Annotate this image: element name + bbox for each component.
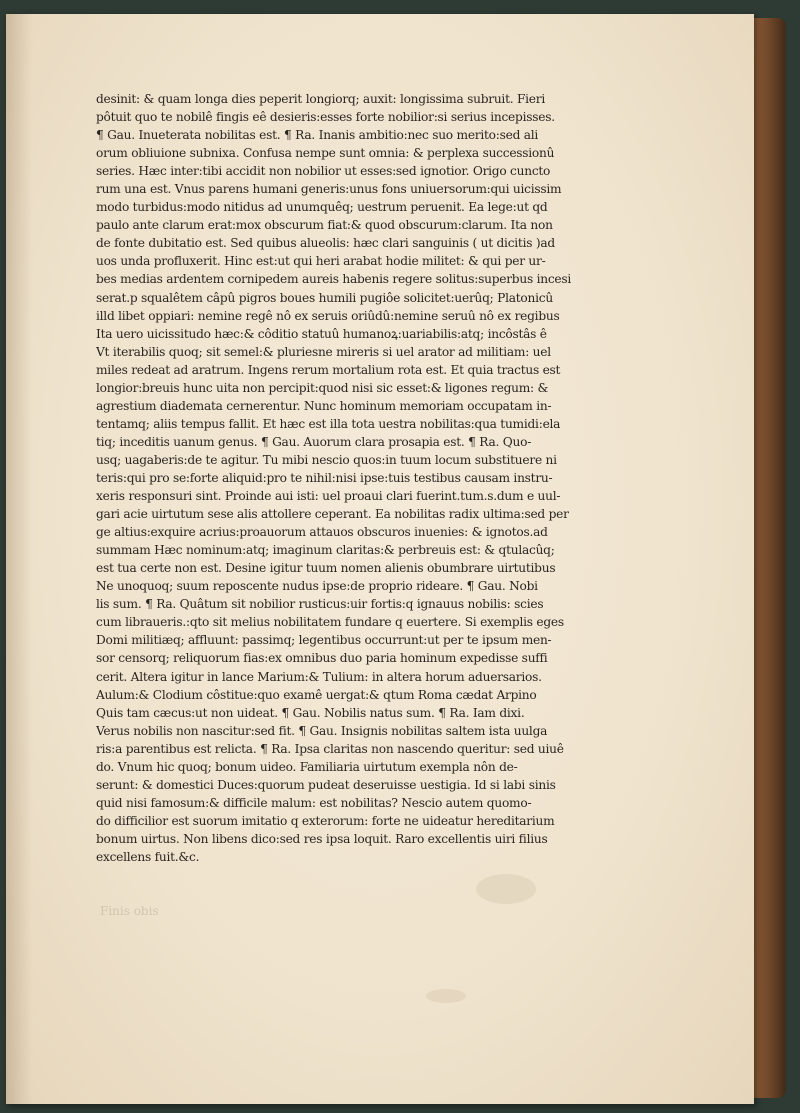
text-line: tentamq; aliis tempus fallit. Et hæc est illa tota uestra nobilitas:qua tumidi:ela (96, 416, 561, 431)
text-line: Vt iterabilis quoq; sit semel:& pluriesne mireris si uel arator ad militiam: uel (96, 344, 551, 359)
text-line: gari acie uirtutum sese alis attollere ceperant. Ea nobilitas radix ultima:sed per (96, 507, 569, 522)
text-line: ris:a parentibus est relicta. ¶ Ra. Ipsa claritas non nascendo queritur: sed uiuê (96, 741, 564, 756)
text-line: Quis tam cæcus:ut non uideat. ¶ Gau. Nobilis natus sum. ¶ Ra. Iam dixi. (96, 705, 525, 720)
text-line: de fonte dubitatio est. Sed quibus alueolis: hæc clari sanguinis ( ut dicitis )ad (96, 236, 555, 251)
text-line: Domi militiæq; affluunt: passimq; legentibus occurrunt:ut per te ipsum men- (96, 633, 552, 648)
text-line: Ne unoquoq; suum reposcente nudus ipse:de proprio rideare. ¶ Gau. Nobi (96, 579, 538, 594)
text-line: sor censorq; reliquorum fias:ex omnibus duo paria hominum expedisse suffi (96, 651, 548, 666)
text-line: ge altius:exquire acrius:proauorum attauos obscuros inuenies: & ignotos.ad (96, 525, 548, 540)
text-line: Ita uero uicissitudo hæc:& côditio statuû humanoꝝ:uariabilis:atq; incôstâs ê (96, 326, 547, 341)
text-line: lis sum. ¶ Ra. Quâtum sit nobilior rusticus:uir fortis:q ignauus nobilis: scies (96, 597, 544, 612)
text-line: do. Vnum hic quoq; bonum uideo. Familiaria uirtutum exempla nôn de- (96, 759, 518, 774)
text-line: uos unda profluxerit. Hinc est:ut qui heri arabat hodie militet: & qui per ur- (96, 254, 546, 269)
text-line: serunt: & domestici Duces:quorum pudeat deseruisse uestigia. Id si labi sinis (96, 777, 556, 792)
text-line: usq; uagaberis:de te agitur. Tu mibi nescio quos:in tuum locum substituere ni (96, 452, 557, 467)
incunabulum-text-block (96, 90, 576, 866)
text-line: cerit. Altera igitur in lance Marium:& Tulium: in altera horum aduersarios. (96, 669, 542, 684)
text-line: desinit: & quam longa dies peperit longiorq; auxit: longissima subruit. Fieri (96, 92, 545, 106)
text-line: Verus nobilis non nascitur:sed fit. ¶ Gau. Insignis nobilitas saltem ista uulga (96, 723, 548, 738)
paper-stain (476, 874, 536, 904)
text-line: paulo ante clarum erat:mox obscurum fiat:& quod obscurum:clarum. Ita non (96, 218, 553, 233)
text-line: longior:breuis hunc uita non percipit:quod nisi sic esset:& ligones regum: & (96, 380, 549, 395)
paper-stain (426, 989, 466, 1003)
text-line: summam Hæc nominum:atq; imaginum claritas:& perbreuis est: & qtulacûq; (96, 543, 555, 558)
text-line: modo turbidus:modo nitidus ad unumquêq; uestrum peruenit. Ea lege:ut qd (96, 200, 548, 215)
text-line: Aulum:& Clodium côstitue:quo examê uergat:& qtum Roma cædat Arpino (96, 687, 537, 702)
text-line: illd libet oppiari: nemine regê nô ex seruis oriûdû:nemine seruû nô ex regibus (96, 308, 560, 323)
text-line: pôtuit quo te nobilê fingis eê desieris:esses forte nobilior:si serius incepisses. (96, 110, 555, 125)
text-line: cum libraueris.:qto sit melius nobilitatem fundare q euertere. Si exemplis eges (96, 615, 564, 630)
text-line: excellens fuit.&c. (96, 849, 200, 864)
text-line: do difficilior est suorum imitatio q exterorum: forte ne uideatur hereditarium (96, 813, 555, 828)
text-line: series. Hæc inter:tibi accidit non nobilior ut esses:sed ignotior. Origo cuncto (96, 164, 551, 179)
bleed-through-text (100, 902, 400, 920)
text-line: teris:qui pro se:forte aliquid:pro te nihil:nisi ipse:tuis testibus causam instru- (96, 470, 553, 485)
text-line: quid nisi famosum:& difficile malum: est nobilitas? Nescio autem quomo- (96, 795, 532, 810)
text-line: bonum uirtus. Non libens dico:sed res ipsa loquit. Raro excellentis uiri filius (96, 831, 548, 846)
bleed-through-line: Finis obis (100, 904, 159, 918)
text-line: serat.p squalêtem câpû pigros boues humili pugiôe solicitet:uerûq; Platonicû (96, 290, 553, 305)
text-line: bes medias ardentem cornipedem aureis habenis regere solitus:superbus incesi (96, 272, 572, 287)
text-line: rum una est. Vnus parens humani generis:unus fons uniuersorum:qui uicissim (96, 182, 562, 197)
text-line: xeris responsuri sint. Proinde aui isti: uel proaui clari fuerint.tum.s.dum e uul- (96, 489, 561, 504)
text-line: ¶ Gau. Inueterata nobilitas est. ¶ Ra. Inanis ambitio:nec suo merito:sed ali (96, 128, 539, 143)
text-line: est tua certe non est. Desine igitur tuum nomen alienis obumbrare uirtutibus (96, 561, 556, 576)
text-line: orum obliuione subnixa. Confusa nempe sunt omnia: & perplexa successionû (96, 146, 555, 161)
text-line: agrestium diademata cernerentur. Nunc hominum memoriam occupatam in- (96, 398, 552, 413)
text-line: miles redeat ad aratrum. Ingens rerum mortalium rota est. Et quia tractus est (96, 362, 561, 377)
text-line: tiq; inceditis uanum genus. ¶ Gau. Auorum clara prosapia est. ¶ Ra. Quo- (96, 434, 532, 449)
